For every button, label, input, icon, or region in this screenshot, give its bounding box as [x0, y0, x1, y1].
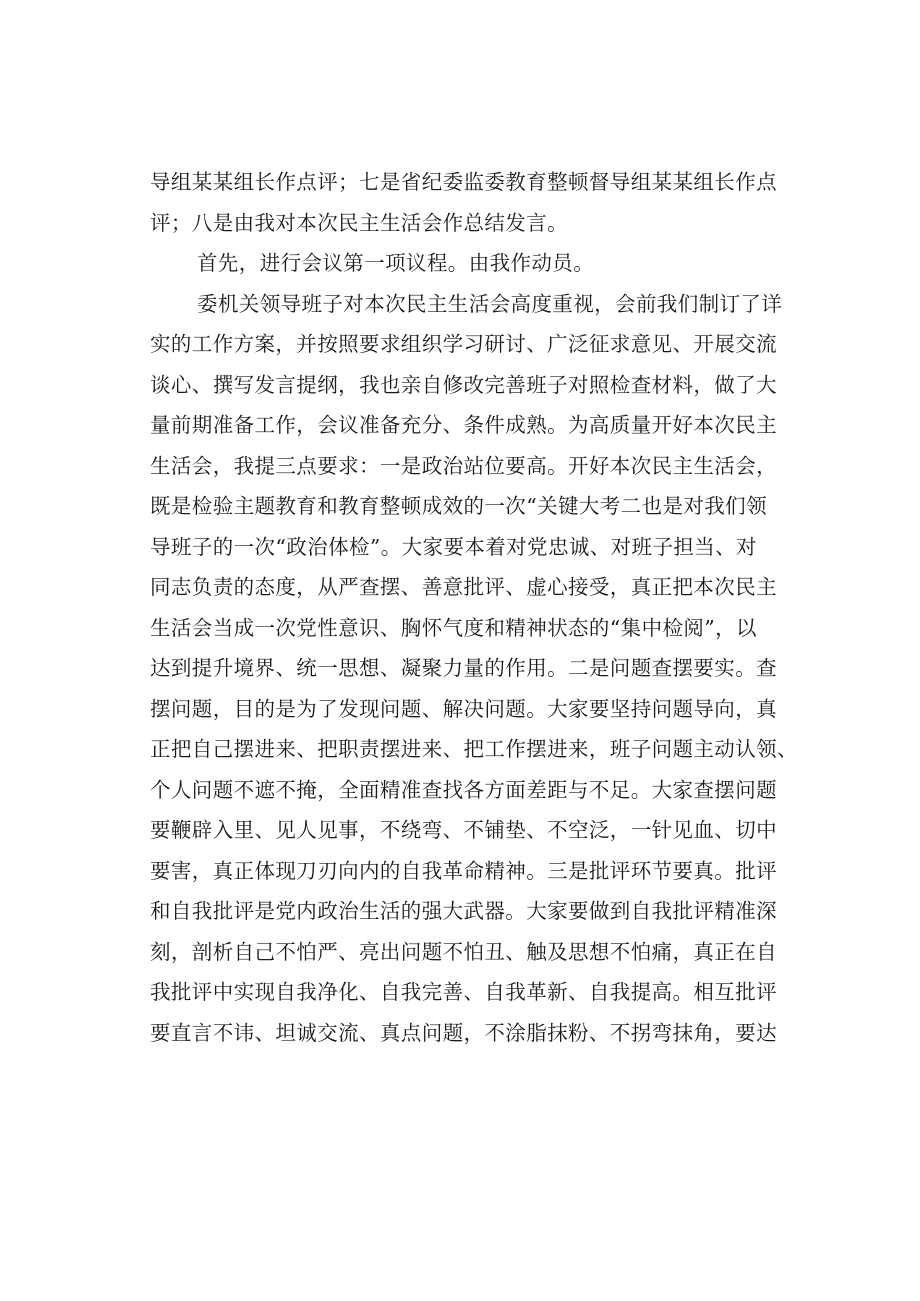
text-line: 谈心、撰写发言提纲，我也亲自修改完善班子对照检查材料，做了大: [150, 372, 777, 397]
text-line: 我批评中实现自我净化、自我完善、自我革新、自我提高。相互批评: [150, 980, 777, 1004]
text-line: 要鞭辟入里、见人见事，不绕弯、不铺垫、不空泛，一针见血、切中: [150, 818, 777, 842]
text-line: 导班子的一次“政治体检”。大家要本着对党忠诚、对班子担当、对: [150, 534, 757, 559]
text-line: 实的工作方案，并按照要求组织学习研讨、广泛征求意见、开展交流: [150, 332, 777, 356]
text-line: 要直言不讳、坦诚交流、真点问题，不涂脂抹粉、不拐弯抹角，要达: [150, 1020, 777, 1045]
text-line: 达到提升境界、统一思想、凝聚力量的作用。二是问题查摆要实。查: [150, 656, 777, 680]
text-line: 评；八是由我对本次民主生活会作总结发言。: [150, 210, 568, 235]
text-line: 和自我批评是党内政治生活的强大武器。大家要做到自我批评精准深: [150, 899, 777, 923]
text-line: 生活会当成一次党性意识、胸怀气度和精神状态的“集中检阅”，以: [150, 615, 757, 640]
paragraph-first-line: 委机关领导班子对本次民主生活会高度重视，会前我们制订了详: [197, 291, 783, 316]
paragraph-first-line: 首先，进行会议第一项议程。由我作动员。: [197, 251, 595, 275]
text-line: 同志负责的态度，从严查摆、善意批评、虚心接受，真正把本次民主: [150, 575, 777, 599]
text-line: 正把自己摆进来、把职责摆进来、把工作摆进来，班子问题主动认领、: [150, 737, 798, 761]
text-line: 个人问题不遮不掩，全面精准查找各方面差距与不足。大家查摆问题: [150, 777, 777, 802]
text-line: 要害，真正体现刀刃向内的自我革命精神。三是批评环节要真。批评: [150, 858, 777, 883]
body-text: [150, 162, 815, 1053]
text-line: 导组某某组长作点评；七是省纪委监委教育整顿督导组某某组长作点: [150, 170, 777, 194]
text-line: 既是检验主题教育和教育整顿成效的一次“关键大考二也是对我们领: [150, 494, 767, 518]
text-line: 刻，剖析自己不怕严、亮出问题不怕丑、触及思想不怕痛，真正在自: [150, 939, 777, 964]
text-line: 摆问题，目的是为了发现问题、解决问题。大家要坚持问题导向，真: [150, 696, 777, 721]
text-line: 生活会，我提三点要求：一是政治站位要高。开好本次民主生活会，: [150, 453, 777, 478]
text-line: 量前期准备工作，会议准备充分、条件成熟。为高质量开好本次民主: [150, 413, 777, 437]
